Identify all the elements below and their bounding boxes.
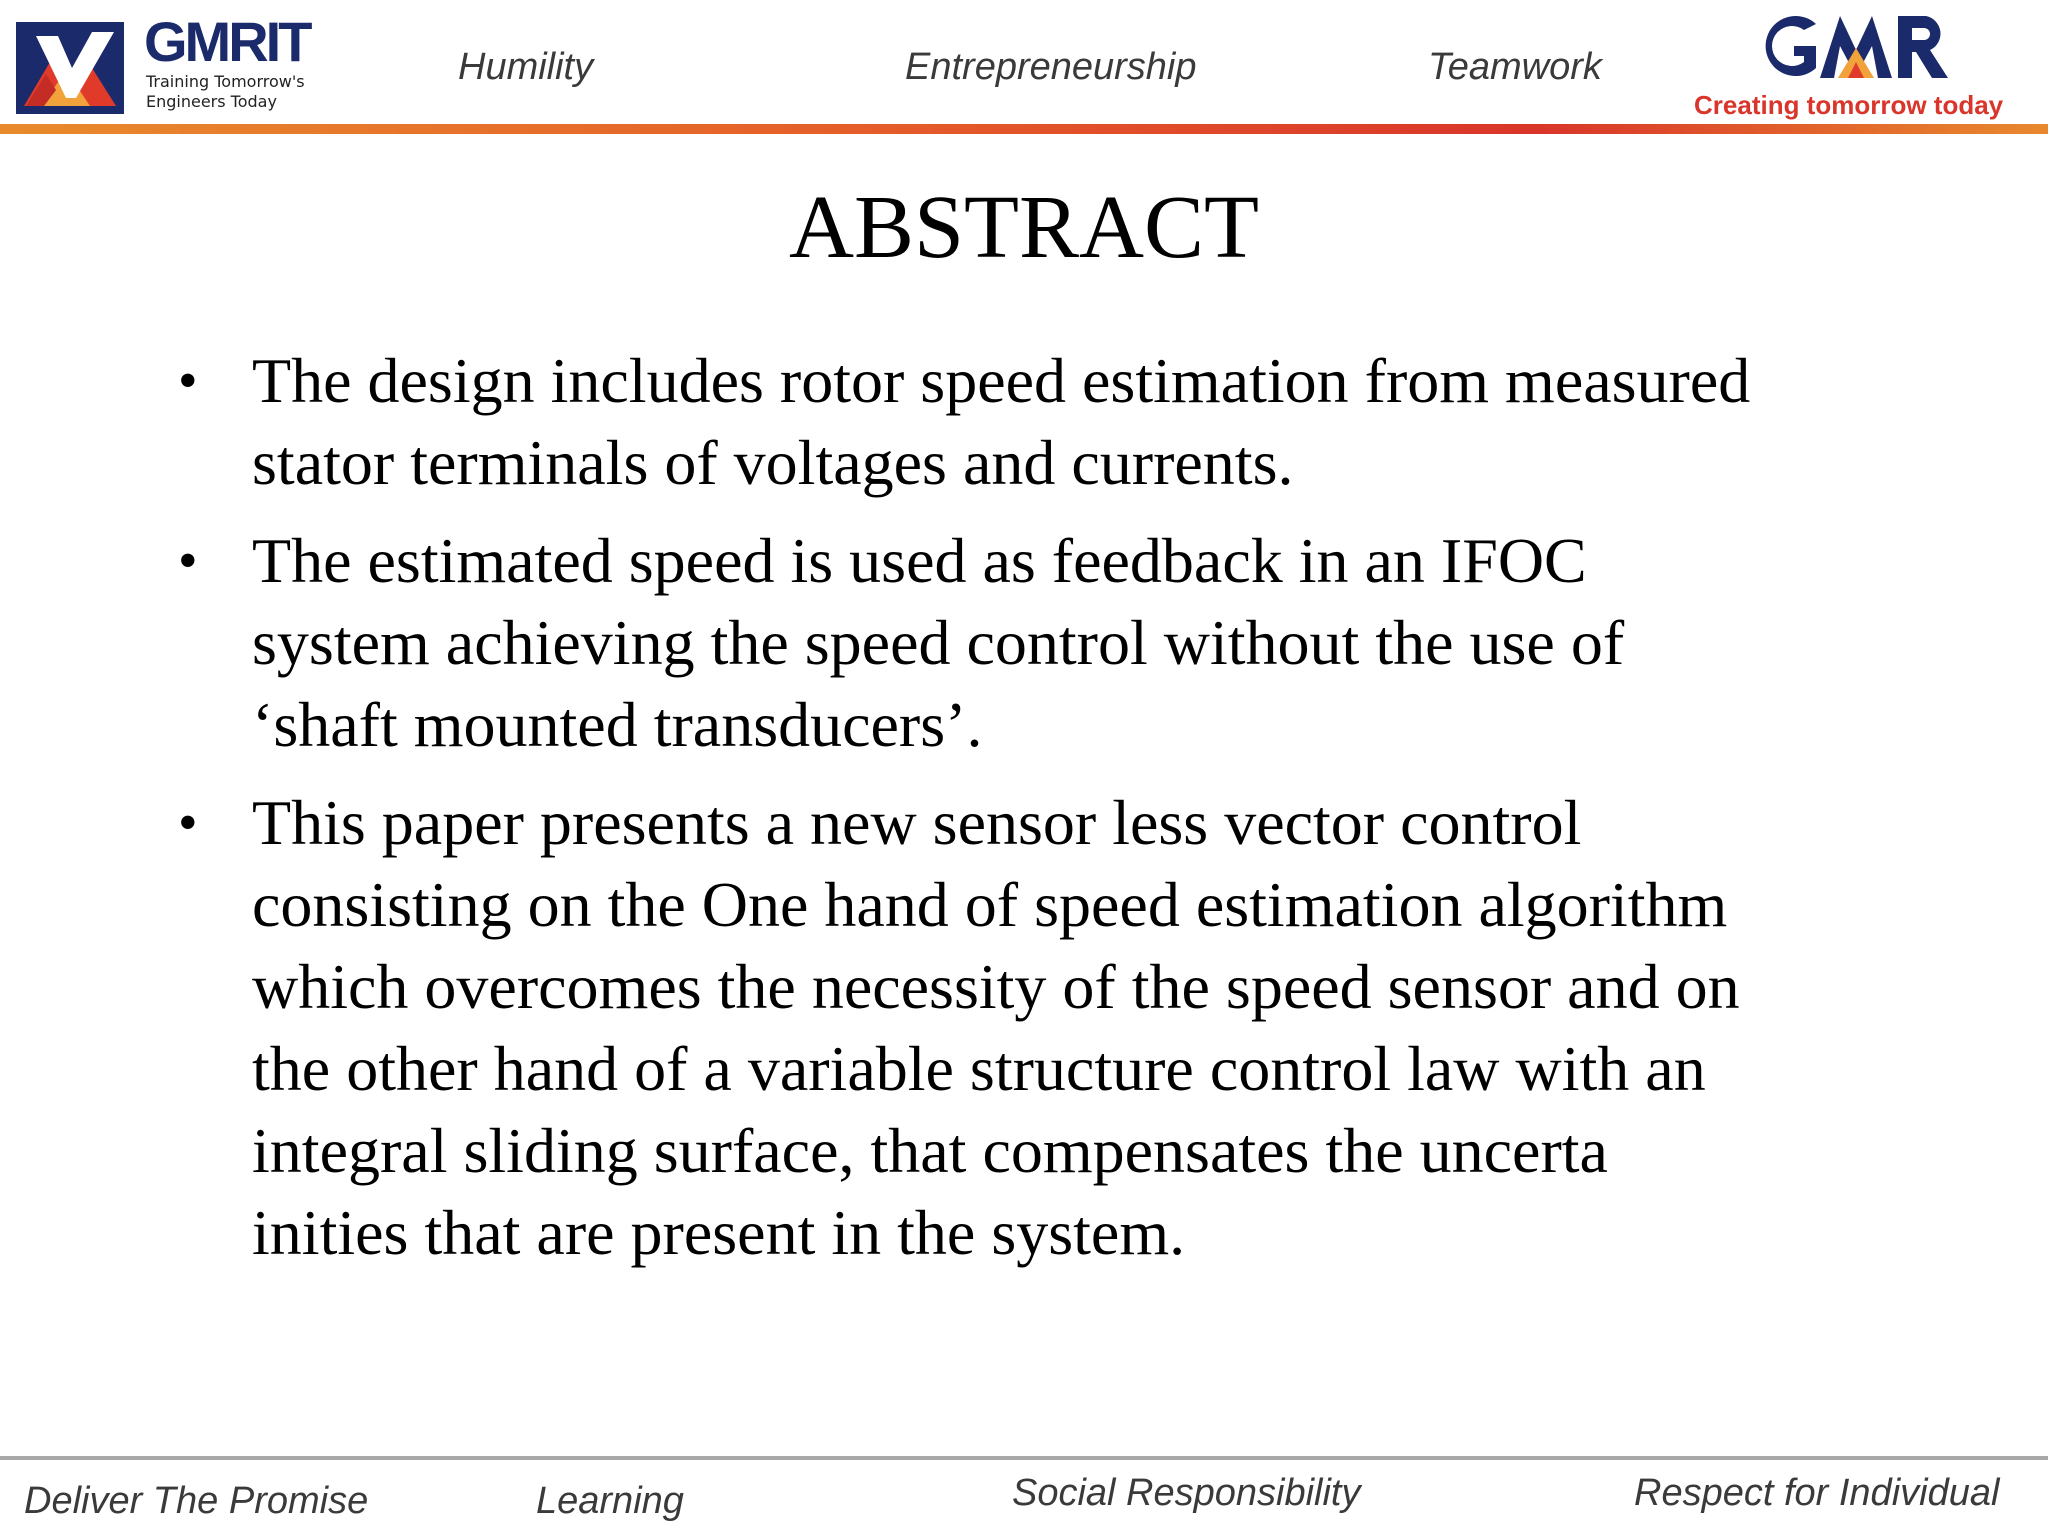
value-entrepreneurship: Entrepreneurship (905, 46, 1197, 88)
gmrit-tagline-line1: Training Tomorrow's (146, 72, 305, 91)
bullet-line: ‘shaft mounted transducers’. (252, 689, 983, 760)
header-divider (0, 124, 2048, 134)
value-social-responsibility: Social Responsibility (1012, 1472, 1361, 1514)
bullet-line: consisting on the One hand of speed estimation algorithm (252, 869, 1728, 940)
gmrit-logo-text: GMRIT (144, 10, 310, 73)
bullet-dot-icon: • (178, 350, 198, 412)
footer-divider (0, 1456, 2048, 1460)
bullet-list (170, 340, 1870, 1290)
gmr-logo-tagline: Creating tomorrow today (1694, 90, 2004, 120)
value-learning: Learning (536, 1480, 684, 1522)
bullet-line: This paper presents a new sensor less vector control (252, 787, 1582, 858)
bullet-line: system achieving the speed control without the use of (252, 607, 1625, 678)
header (0, 0, 2048, 126)
bullet-dot-icon: • (178, 530, 198, 592)
bullet-line: The estimated speed is used as feedback in an IFOC (252, 525, 1587, 596)
bullet-line: integral sliding surface, that compensates the uncerta (252, 1115, 1608, 1186)
bullet-line: The design includes rotor speed estimation from measured (252, 345, 1751, 416)
gmrit-logo-tagline (146, 72, 346, 112)
bullet-item (170, 520, 1870, 766)
bullet-line: the other hand of a variable structure control law with an (252, 1033, 1706, 1104)
gmrit-logo (16, 10, 316, 118)
gmr-logo (1690, 10, 2020, 120)
gmrit-mark-icon (16, 22, 124, 114)
bullet-line: stator terminals of voltages and currents. (252, 427, 1294, 498)
bullet-item (170, 340, 1870, 504)
value-humility: Humility (458, 46, 594, 88)
value-deliver-the-promise: Deliver The Promise (24, 1480, 369, 1522)
bullet-dot-icon: • (178, 792, 198, 854)
value-teamwork: Teamwork (1428, 46, 1602, 88)
value-respect-for-individual: Respect for Individual (1634, 1472, 2000, 1514)
bullet-item (170, 782, 1870, 1274)
bullet-line: inities that are present in the system. (252, 1197, 1186, 1268)
bullet-line: which overcomes the necessity of the speed sensor and on (252, 951, 1740, 1022)
gmrit-tagline-line2: Engineers Today (146, 92, 277, 111)
slide-title: ABSTRACT (788, 178, 1260, 277)
gmr-logo-wordmark (1754, 10, 1954, 82)
